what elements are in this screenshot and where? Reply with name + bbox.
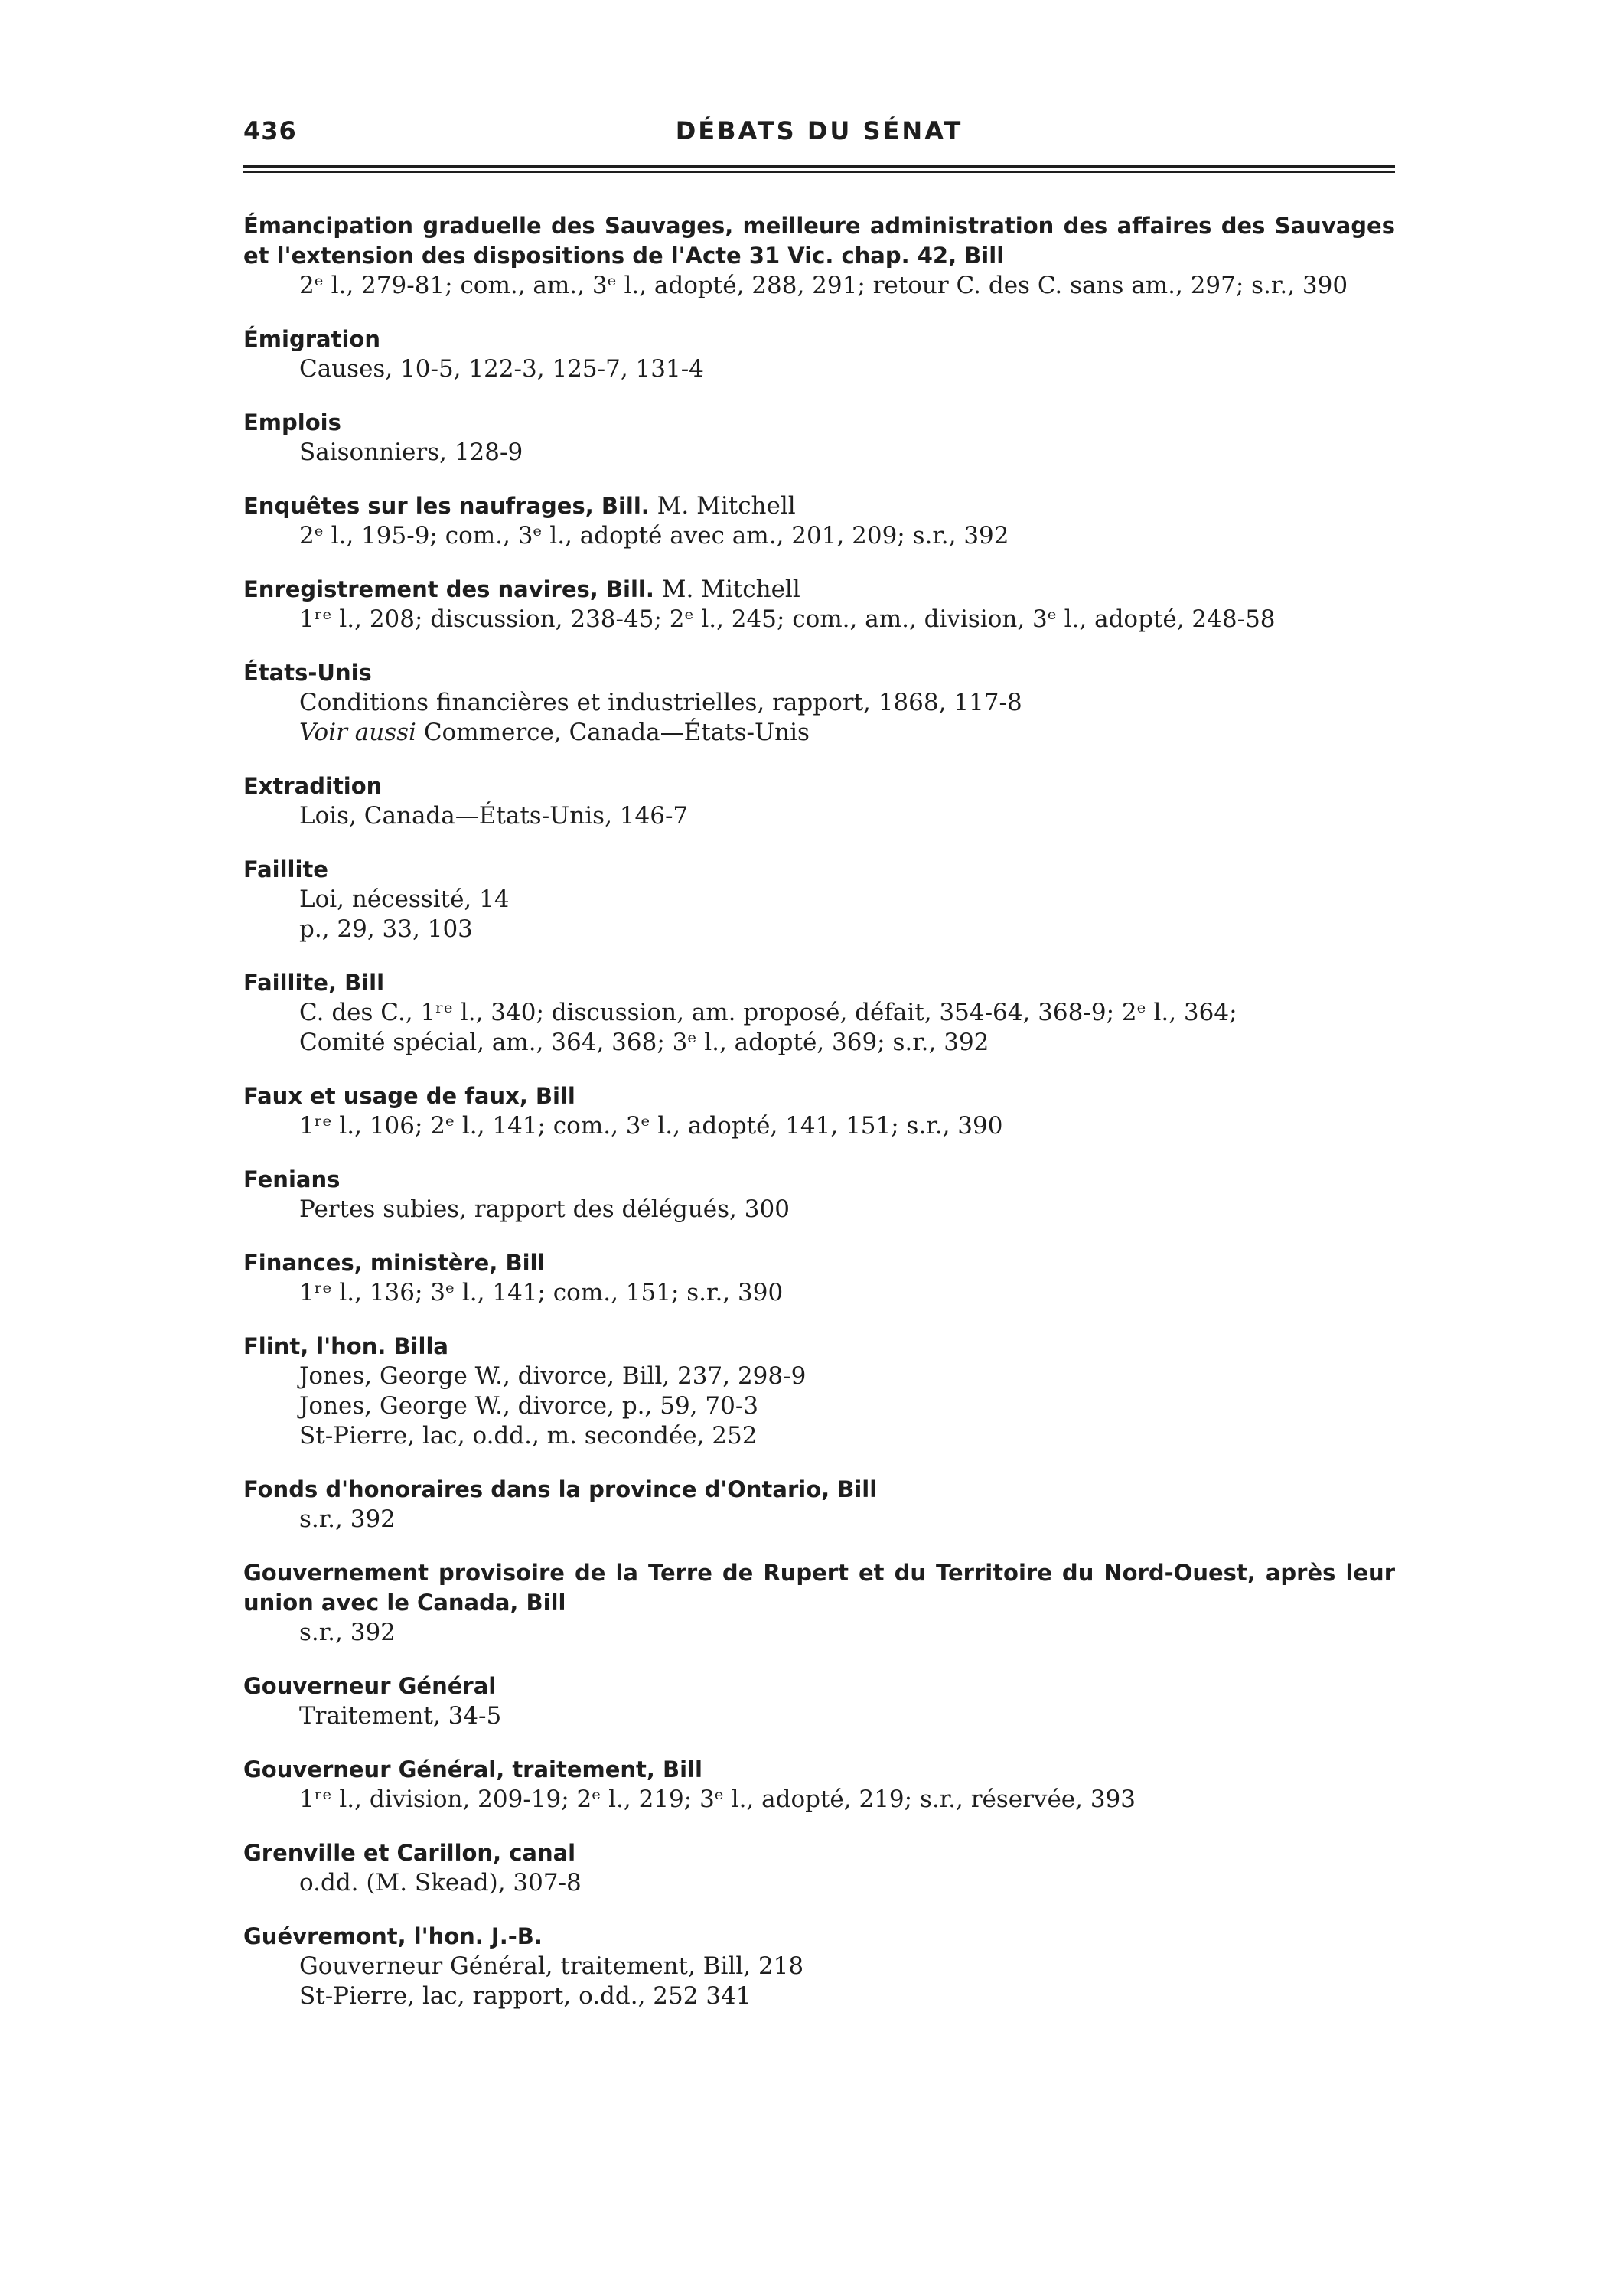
entry-heading-text: Enregistrement des navires, Bill. <box>243 576 654 602</box>
entry-line: Gouverneur Général, traitement, Bill, 218 <box>299 1952 804 1980</box>
entry-line: s.r., 392 <box>299 1505 396 1533</box>
sponsor-name: M. Mitchell <box>649 492 796 520</box>
entry-line: Pertes subies, rapport des délégués, 300 <box>299 1195 790 1223</box>
entry-line: p., 29, 33, 103 <box>299 915 473 943</box>
index-entry <box>243 1922 1395 2011</box>
cross-reference <box>243 718 1395 748</box>
entry-heading: Gouverneur Général, traitement, Bill <box>243 1756 702 1782</box>
entry-line: Causes, 10-5, 122-3, 125-7, 131-4 <box>299 355 704 383</box>
index-entry <box>243 1332 1395 1451</box>
index-entry <box>243 968 1395 1058</box>
entry-line: s.r., 392 <box>299 1619 396 1646</box>
cross-reference-target: Commerce, Canada—États-Unis <box>416 719 810 746</box>
entry-line: Jones, George W., divorce, Bill, 237, 298-9 <box>299 1362 807 1390</box>
index-entry <box>243 1475 1395 1534</box>
index-entry <box>243 491 1395 551</box>
entry-heading: Gouverneur Général <box>243 1673 497 1699</box>
entry-line: o.dd. (M. Skead), 307-8 <box>299 1869 582 1896</box>
header-rule-top <box>243 165 1395 168</box>
index-entry <box>243 325 1395 384</box>
entry-heading: Fenians <box>243 1166 341 1192</box>
entry-heading: Faillite <box>243 856 328 882</box>
page-number: 436 <box>243 116 297 145</box>
entry-line: Traitement, 34-5 <box>299 1702 502 1730</box>
entry-heading: Émigration <box>243 326 380 352</box>
entry-heading: Finances, ministère, Bill <box>243 1250 546 1276</box>
entry-line: 1ʳᵉ l., 136; 3ᵉ l., 141; com., 151; s.r., 390 <box>299 1279 784 1306</box>
index-entry <box>243 1671 1395 1731</box>
page-header <box>243 116 1395 155</box>
entry-line: Loi, nécessité, 14 <box>299 885 510 913</box>
entry-heading: Émancipation graduelle des Sauvages, meilleure administration des affaires des Sauvages et l'extension des dispositions de l'Acte 31 Vic. chap. 42, Bill <box>243 213 1395 269</box>
index-entry <box>243 1558 1395 1648</box>
header-rule-bottom <box>243 171 1395 173</box>
index-entry <box>243 1838 1395 1898</box>
cross-reference-label: Voir aussi <box>299 719 416 746</box>
entry-line: Saisonniers, 128-9 <box>299 439 523 466</box>
entry-detail: 2ᵉ l., 279-81; com., am., 3ᵉ l., adopté, 288, 291; retour C. des C. sans am., 297; s.r., 390 <box>299 272 1348 299</box>
entry-heading: Faux et usage de faux, Bill <box>243 1083 575 1109</box>
index-entry <box>243 575 1395 634</box>
entry-heading: Faillite, Bill <box>243 970 385 996</box>
entry-line: 1ʳᵉ l., division, 209-19; 2ᵉ l., 219; 3ᵉ l., adopté, 219; s.r., réservée, 393 <box>299 1786 1136 1813</box>
entry-line: Conditions financières et industrielles, rapport, 1868, 117-8 <box>299 689 1022 716</box>
index-entry <box>243 211 1395 301</box>
entry-line: 1ʳᵉ l., 208; discussion, 238-45; 2ᵉ l., 245; com., am., division, 3ᵉ l., adopté, 248-58 <box>299 605 1276 633</box>
index-entry <box>243 1248 1395 1308</box>
index-entry <box>243 855 1395 944</box>
entry-heading: Grenville et Carillon, canal <box>243 1840 576 1866</box>
entry-heading: États-Unis <box>243 660 372 686</box>
entry-line: Lois, Canada—États-Unis, 146-7 <box>299 802 689 830</box>
index-entry <box>243 658 1395 748</box>
entry-heading: Guévremont, l'hon. J.-B. <box>243 1923 543 1949</box>
entry-heading: Gouvernement provisoire de la Terre de Rupert et du Territoire du Nord-Ouest, après leur union avec le Canada, Bill <box>243 1560 1395 1616</box>
entry-heading <box>243 491 1395 521</box>
entry-heading: Fonds d'honoraires dans la province d'Ontario, Bill <box>243 1476 878 1502</box>
index-entry <box>243 408 1395 468</box>
entry-line: St-Pierre, lac, o.dd., m. secondée, 252 <box>299 1422 758 1450</box>
entry-line: Jones, George W., divorce, p., 59, 70-3 <box>299 1392 759 1420</box>
entry-line: C. des C., 1ʳᵉ l., 340; discussion, am. proposé, défait, 354-64, 368-9; 2ᵉ l., 364; <box>299 999 1237 1026</box>
index-entry <box>243 1165 1395 1225</box>
entry-line: 1ʳᵉ l., 106; 2ᵉ l., 141; com., 3ᵉ l., adopté, 141, 151; s.r., 390 <box>299 1112 1003 1140</box>
index-entry <box>243 771 1395 831</box>
entry-heading: Flint, l'hon. Billa <box>243 1333 448 1359</box>
entry-heading-text: Enquêtes sur les naufrages, Bill. <box>243 493 650 519</box>
running-title: DÉBATS DU SÉNAT <box>675 116 963 145</box>
sponsor-name: M. Mitchell <box>654 576 800 603</box>
index-entry <box>243 1081 1395 1141</box>
entry-line: Comité spécial, am., 364, 368; 3ᵉ l., adopté, 369; s.r., 392 <box>299 1029 989 1056</box>
entry-line: St-Pierre, lac, rapport, o.dd., 252 341 <box>299 1982 751 2010</box>
entry-heading <box>243 575 1395 605</box>
entry-line: 2ᵉ l., 195-9; com., 3ᵉ l., adopté avec am., 201, 209; s.r., 392 <box>299 522 1009 550</box>
index-entry <box>243 1755 1395 1815</box>
entry-heading: Extradition <box>243 773 383 799</box>
entry-heading: Emplois <box>243 409 341 435</box>
index-entries <box>243 211 1395 2035</box>
